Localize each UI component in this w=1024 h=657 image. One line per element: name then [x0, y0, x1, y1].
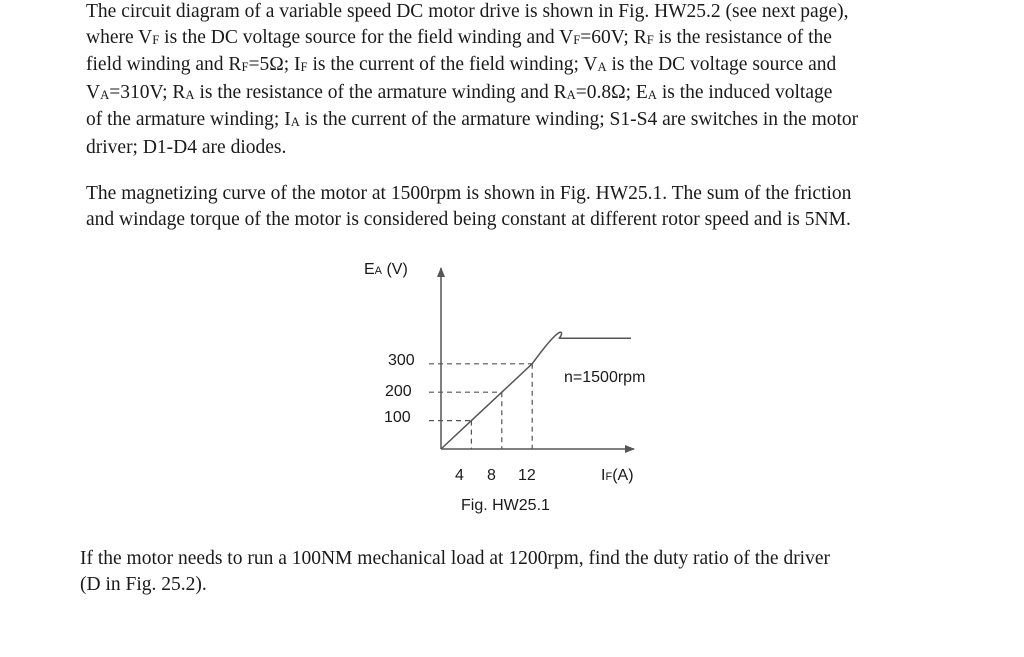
y-tick-label: 100: [384, 409, 411, 426]
x-tick-label: 12: [518, 467, 536, 484]
y-axis-label: EA (V): [364, 261, 408, 278]
guide-lines: [429, 364, 532, 449]
x-axis-label: IF(A): [601, 467, 634, 484]
magnetizing-curve: [441, 332, 631, 449]
question-paragraph: If the motor needs to run a 100NM mechanical load at 1200rpm, find the duty ratio of the driver (D in Fig. 25.2).: [80, 548, 830, 595]
y-tick-label: 200: [385, 383, 412, 400]
figure-caption: Fig. HW25.1: [461, 497, 550, 514]
magnetizing-paragraph: The magnetizing curve of the motor at 1500rpm is shown in Fig. HW25.1. The sum of the friction and windage torque of the motor is considered being constant at different rotor speed and is 5NM.: [86, 183, 852, 230]
curve-annotation: n=1500rpm: [564, 369, 646, 386]
y-tick-label: 300: [388, 352, 415, 369]
x-tick-label: 8: [487, 467, 496, 484]
x-tick-label: 4: [455, 467, 464, 484]
intro-paragraph: The circuit diagram of a variable speed DC motor drive is shown in Fig. HW25.2 (see next page), where $V_F$ is the DC voltage source for the field winding and $V_F=60V$; $R_F$ is the resistance of the field winding and $R_F=5\Omega$; $I_F$ is the current of the field winding; $V_A$ is the DC voltage source and $V_A=310V$; $R_A$ is the resistance of the armature winding and $R_A=0.8\Omega$; $E_A$ is the induced voltage of the armature winding; $I_A$ is the current of the armature winding; S1-S4 are switches in the motor driver; D1-D4 are diodes.: [86, 1, 859, 158]
